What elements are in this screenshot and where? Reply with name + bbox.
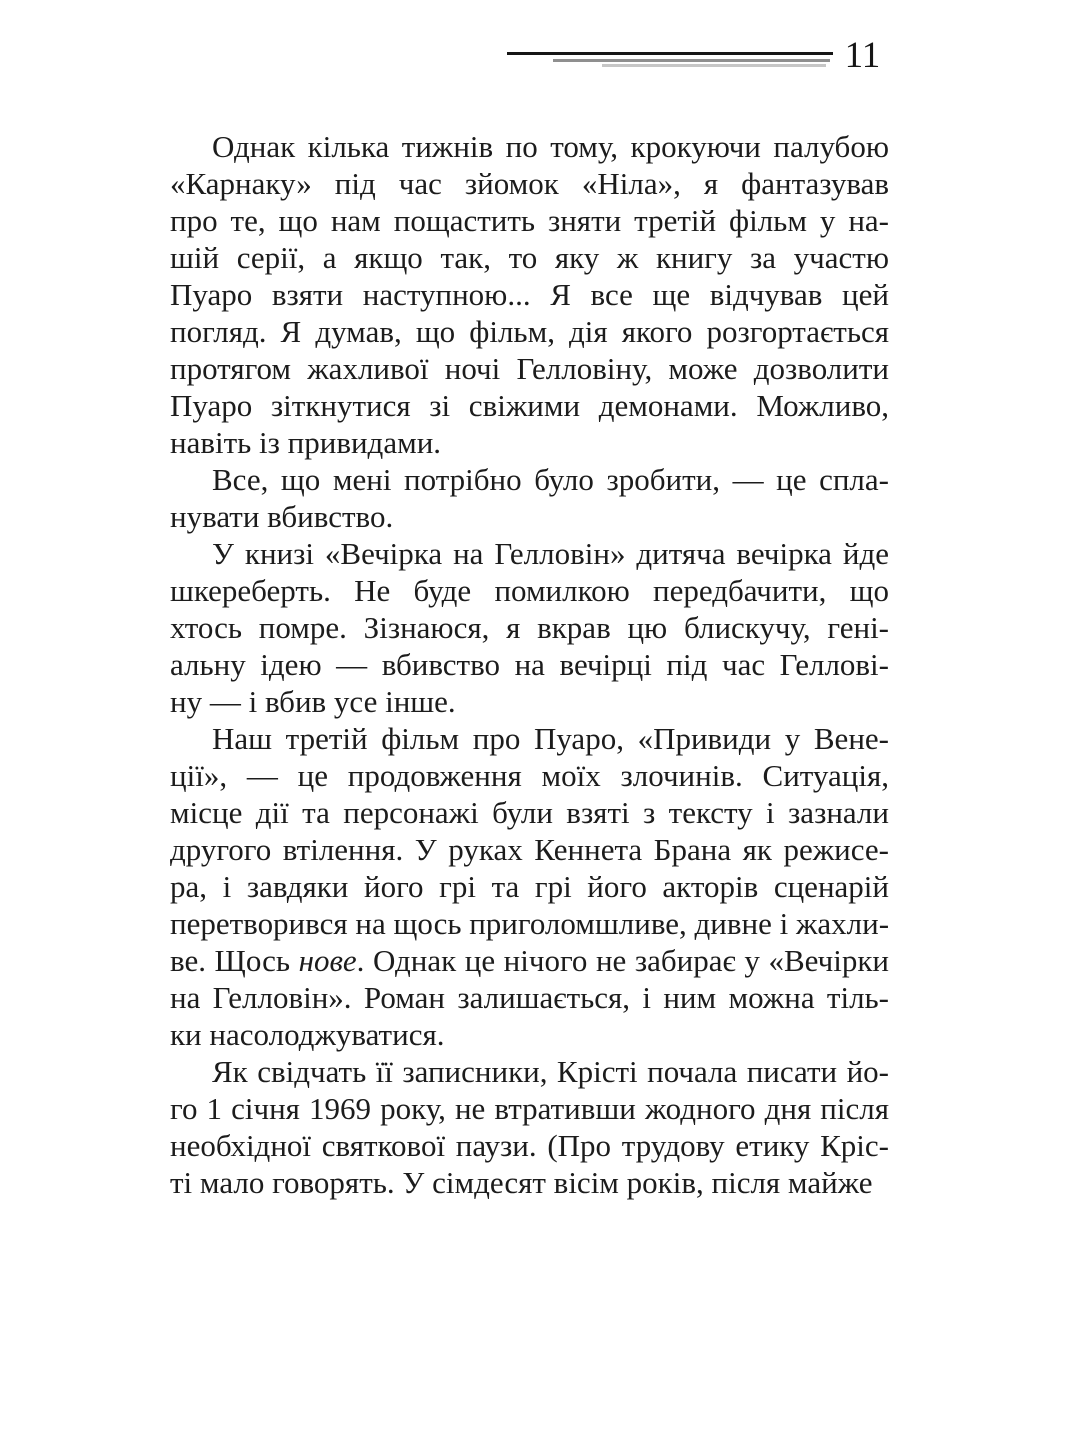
text-line: ції», — це продовження моїх злочинів. Ситуація,: [170, 758, 889, 793]
text-line: місце дії та персонажі були взяті з тексту і зазнали: [170, 795, 889, 830]
paragraph: [170, 1053, 889, 1201]
paragraph: [170, 461, 889, 535]
text-line: ки насолоджуватися.: [170, 1017, 445, 1052]
paragraph: [170, 720, 889, 1053]
text-line: про те, що нам пощастить зняти третій фільм у на-: [170, 203, 889, 238]
text-line: Все, що мені потрібно було зробити, — це спла-: [212, 462, 889, 497]
text-line: «Карнаку» під час зйомок «Ніла», я фантазував: [170, 166, 889, 201]
text-line: погляд. Я думав, що фільм, дія якого розгортається: [170, 314, 889, 349]
text-line: ве. Щось нове. Однак це нічого не забирає у «Вечірки: [170, 943, 889, 978]
text-line: хтось помре. Зізнаюся, я вкрав цю блискучу, гені-: [170, 610, 889, 645]
text-line: протягом жахливої ночі Гелловіну, може дозволити: [170, 351, 889, 386]
text-line: альну ідею — вбивство на вечірці під час Геллові-: [170, 647, 889, 682]
paragraph: [170, 128, 889, 461]
page-text: [170, 128, 889, 1201]
header-rule: [507, 52, 833, 68]
header-rule-light-line: [602, 64, 826, 67]
text-line: Наш третій фільм про Пуаро, «Привиди у Вене-: [212, 721, 889, 756]
text-line: го 1 січня 1969 року, не втративши жодного дня після: [170, 1091, 889, 1126]
text-line: ну — і вбив усе інше.: [170, 684, 456, 719]
text-line: другого втілення. У руках Кеннета Брана як режисе-: [170, 832, 889, 867]
text-line: на Гелловін». Роман залишається, і ним можна тіль-: [170, 980, 890, 1015]
text-line: ті мало говорять. У сімдесят вісім років, після майже: [170, 1165, 873, 1200]
text-line: навіть із привидами.: [170, 425, 442, 460]
header-rule-dark-line: [507, 52, 833, 55]
text-line: перетворився на щось приголомшливе, дивне і жахли-: [170, 906, 890, 941]
text-line: необхідної святкової паузи. (Про трудову етику Кріс-: [170, 1128, 889, 1163]
header-rule-mid-line: [553, 59, 830, 62]
text-line: ра, і завдяки його грі та грі його акторів сценарій: [170, 869, 889, 904]
text-line: Пуаро зіткнутися зі свіжими демонами. Можливо,: [170, 388, 889, 423]
text-line: шкереберть. Не буде помилкою передбачити, що: [170, 573, 889, 608]
text-line: Однак кілька тижнів по тому, крокуючи палубою: [212, 129, 889, 164]
text-line: шій серії, а якщо так, то яку ж книгу за участю: [170, 240, 889, 275]
text-line: Як свідчать її записники, Крісті почала писати йо-: [212, 1054, 889, 1089]
text-line: У книзі «Вечірка на Гелловін» дитяча вечірка йде: [212, 536, 889, 571]
text-line: нувати вбивство.: [170, 499, 394, 534]
page-number: 11: [844, 35, 881, 76]
paragraph: [170, 535, 889, 720]
text-line: Пуаро взяти наступною... Я все ще відчував цей: [170, 277, 889, 312]
